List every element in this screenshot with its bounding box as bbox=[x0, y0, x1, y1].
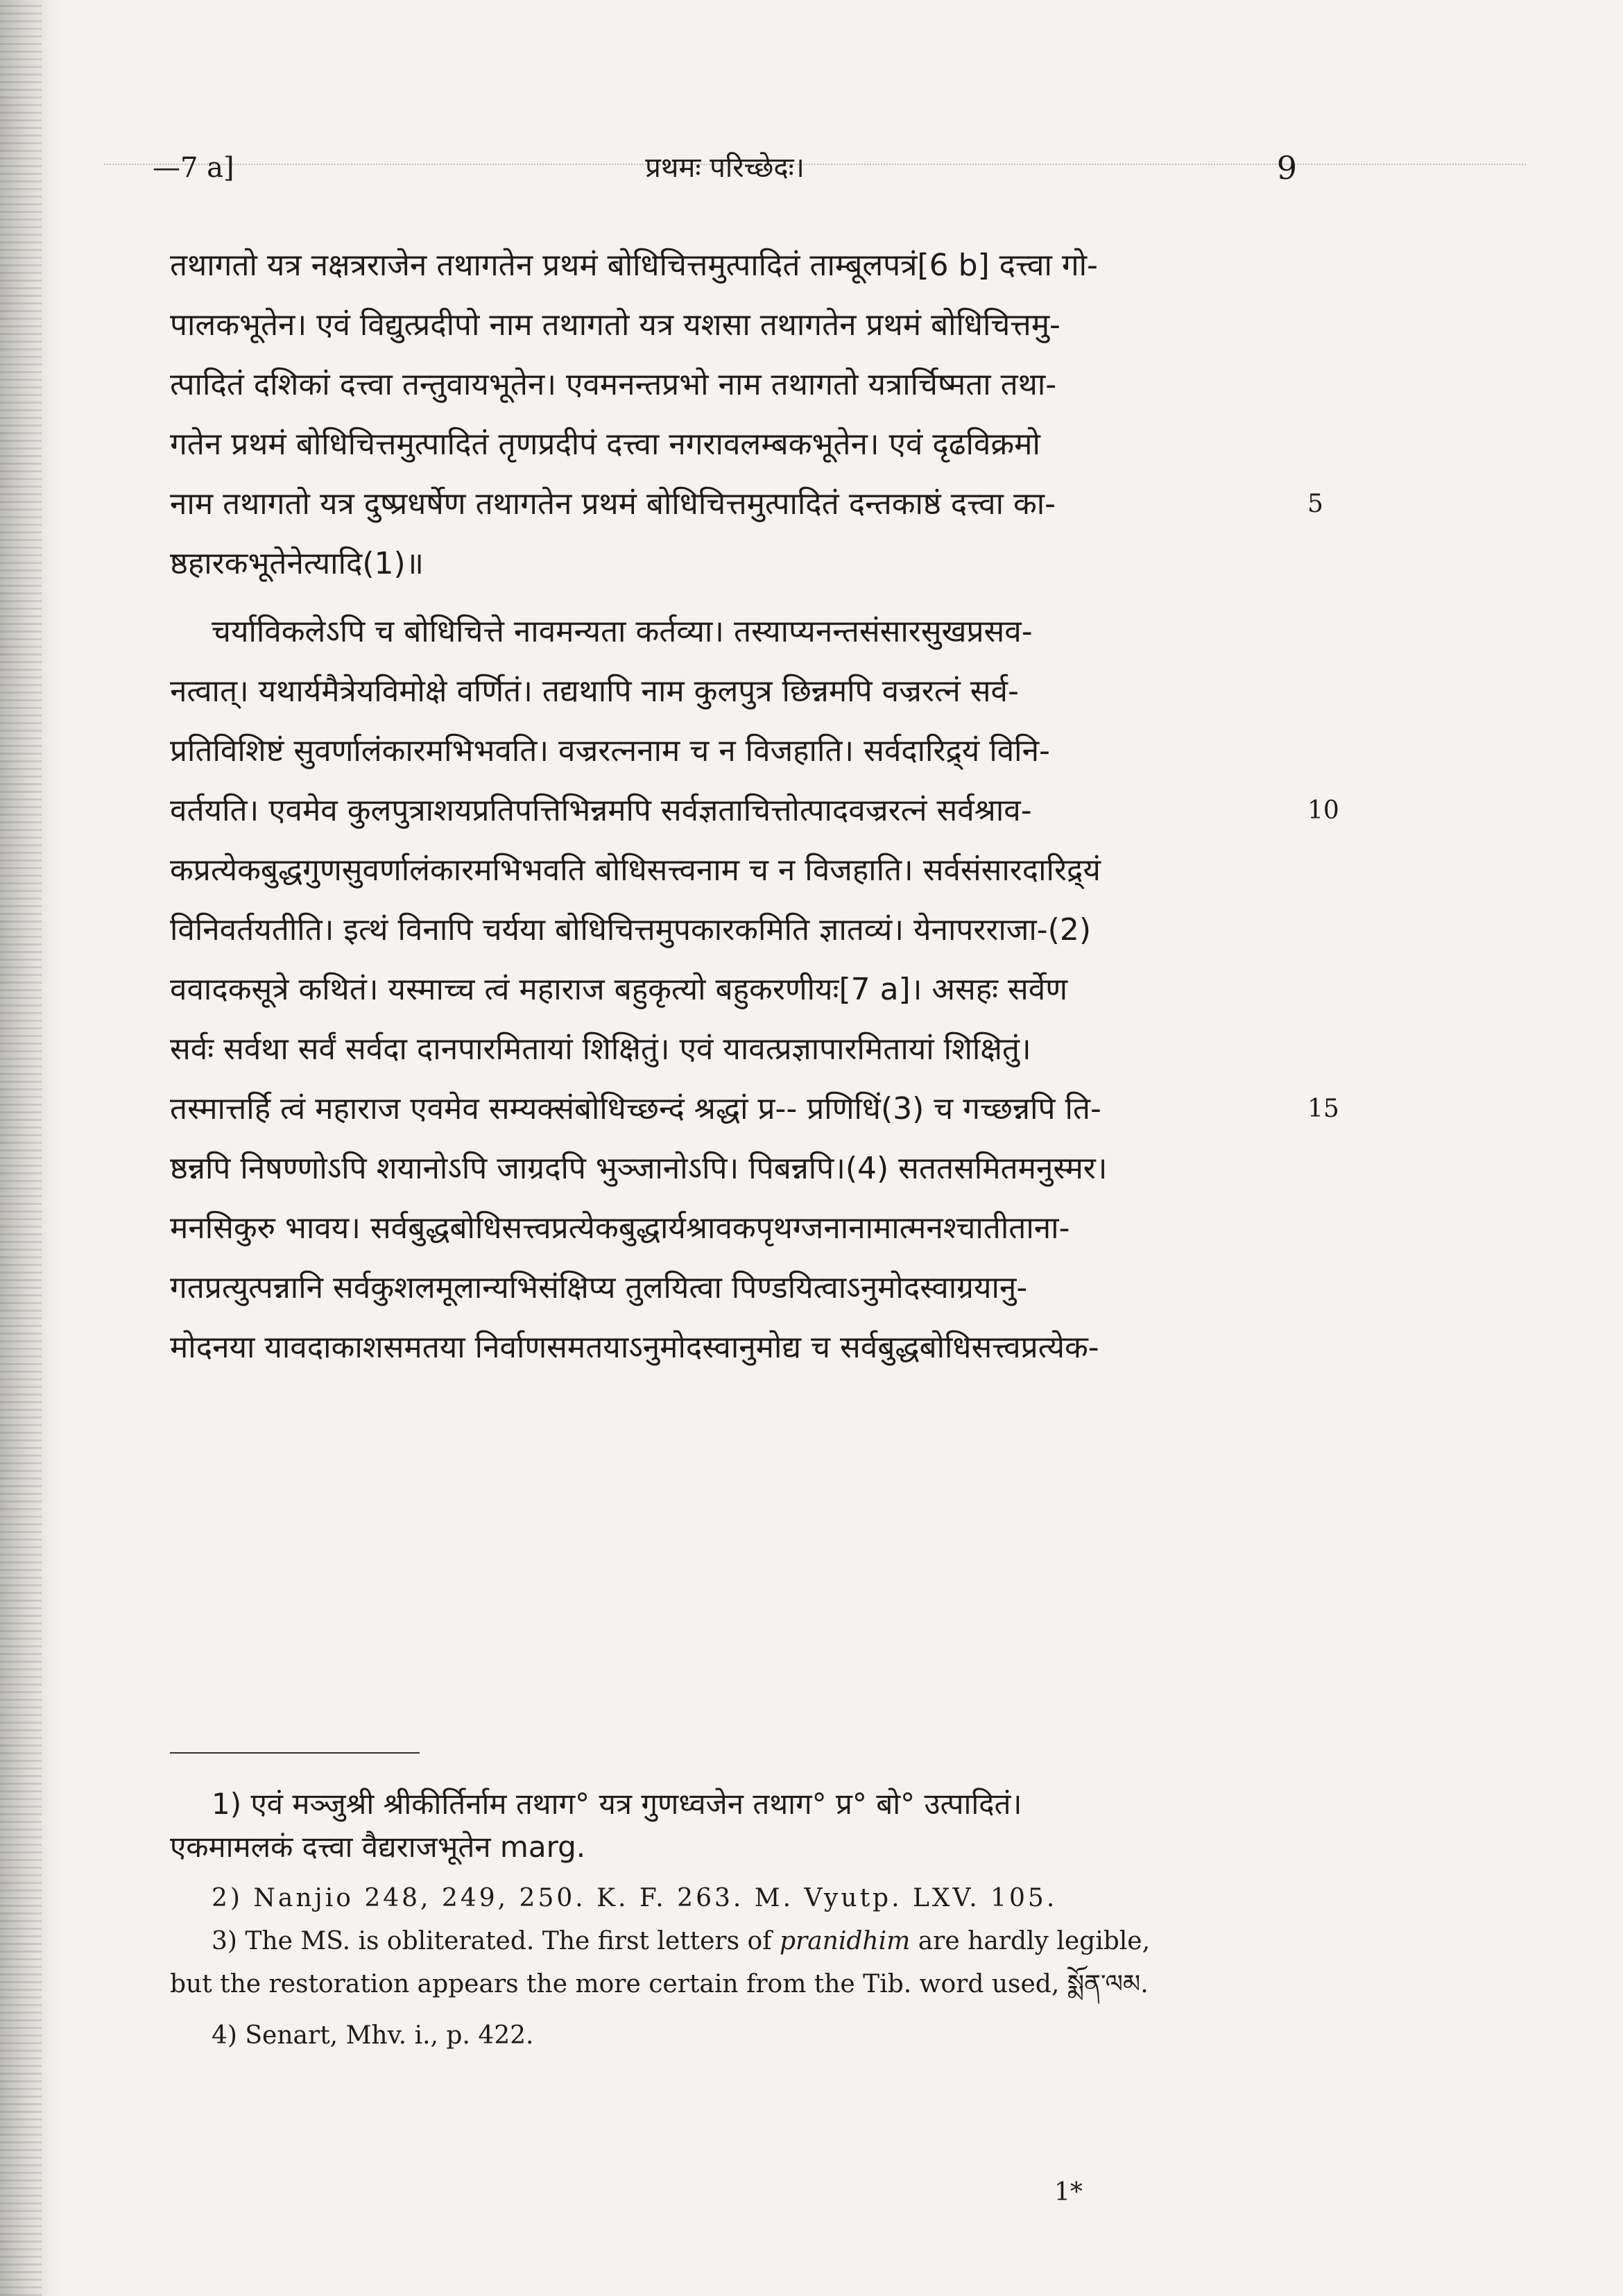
page-number: 9 bbox=[1276, 149, 1297, 187]
text-line: तथागतो यत्र नक्षत्रराजेन तथागतेन प्रथमं बोधिचित्तमुत्पादितं ताम्बूलपत्रं[6 b] दत्त्वा गो- bbox=[170, 248, 1098, 283]
text-line-15 bbox=[170, 1079, 1339, 1139]
footnote-4 bbox=[170, 2014, 1294, 2057]
footnote-rule bbox=[170, 1752, 420, 1754]
text-line: विनिवर्तयतीति। इत्थं विनापि चर्यया बोधिचित्तमुपकारकमिति ज्ञातव्यं। येनापरराजा-(2) bbox=[170, 912, 1091, 948]
text-line: नत्वात्। यथार्यमैत्रेयविमोक्षे वर्णितं। तद्यथापि नाम कुलपुत्र छिन्नमपि वज्ररत्नं सर्व- bbox=[170, 674, 1019, 709]
line-number: 5 bbox=[1307, 490, 1323, 518]
text-line-content: तस्मात्तर्हि त्वं महाराज एवमेव सम्यक्संबोधिच्छन्दं श्रद्धां प्र-- प्रणिधिं(3) च गच्छन्नपि ति- bbox=[170, 1091, 1101, 1126]
text-line: गतेन प्रथमं बोधिचित्तमुत्पादितं तृणप्रदीपं दत्त्वा नगरावलम्बकभूतेन। एवं दृढविक्रमो bbox=[170, 427, 1040, 462]
footnote-1-line-b: एकमामलकं दत्त्वा वैद्यराजभूतेन marg. bbox=[170, 1830, 586, 1864]
text-line-content: वर्तयति। एवमेव कुलपुत्राशयप्रतिपत्तिभिन्नमपि सर्वज्ञताचित्तोत्पादवज्ररत्नं सर्वश्राव- bbox=[170, 793, 1032, 828]
line-number: 15 bbox=[1307, 1095, 1339, 1123]
footnote-3 bbox=[170, 1920, 1294, 2006]
text-line: मोदनया यावदाकाशसमतया निर्वाणसमतयाऽनुमोदस्वानुमोद्य च सर्वबुद्धबोधिसत्त्वप्रत्येक- bbox=[170, 1330, 1099, 1365]
footnote-1 bbox=[170, 1783, 1294, 1869]
footnote-3-text: 3) The MS. is obliterated. The first letters of bbox=[212, 1927, 780, 1955]
text-line-5 bbox=[170, 474, 1323, 534]
text-line: ष्ठन्नपि निषण्णोऽपि शयानोऽपि जाग्रदपि भुञ्जानोऽपि। पिबन्नपि।(4) सततसमितमनुस्मर। bbox=[170, 1151, 1108, 1186]
text-line: पालकभूतेन। एवं विद्युत्प्रदीपो नाम तथागतो यत्र यशसा तथागतेन प्रथमं बोधिचित्तमु- bbox=[170, 307, 1060, 343]
text-line: मनसिकुरु भावय। सर्वबुद्धबोधिसत्त्वप्रत्येकबुद्धार्यश्रावकपृथग्जनानामात्मनश्चातीताना- bbox=[170, 1210, 1070, 1246]
footnote-4-line: 4) Senart, Mhv. i., p. 422. bbox=[212, 2021, 534, 2050]
footnote-3-line-b: but the restoration appears the more certain from the Tib. word used, སྨོན་ལམ. bbox=[170, 1970, 1149, 1998]
footnote-1-line-a: 1) एवं मञ्जुश्री श्रीकीर्तिर्नाम तथाग° यत्र गुणध्वजेन तथाग° प्र° बो° उत्पादितं। bbox=[212, 1787, 1022, 1821]
paragraph-start-line: चर्याविकलेऽपि च बोधिचित्ते नावमन्यता कर्तव्या। तस्याप्यनन्तसंसारसुखप्रसव- bbox=[212, 614, 1033, 649]
text-line: ववादकसूत्रे कथितं। यस्माच्च त्वं महाराज बहुकृत्यो बहुकरणीयः[7 a]। असहः सर्वेण bbox=[170, 972, 1067, 1007]
text-line-10 bbox=[170, 781, 1339, 841]
text-line: सर्वः सर्वथा सर्वं सर्वदा दानपारमितायां शिक्षितुं। एवं यावत्प्रज्ञापारमितायां शिक्षितुं। bbox=[170, 1031, 1031, 1067]
line-number: 10 bbox=[1307, 796, 1339, 825]
footnote-2 bbox=[170, 1877, 1294, 1920]
footnotes bbox=[170, 1783, 1294, 2057]
header-title: प्रथमः परिच्छेदः। bbox=[645, 152, 805, 184]
text-line-content: नाम तथागतो यत्र दुष्प्रधर्षेण तथागतेन प्रथमं बोधिचित्तमुत्पादितं दन्तकाष्ठं दत्त्वा का- bbox=[170, 486, 1056, 522]
footnote-3-italic-word: pranidhim bbox=[779, 1927, 911, 1955]
footnote-2-line: 2) Nanjio 248, 249, 250. K. F. 263. M. Vyutp. LXV. 105. bbox=[212, 1884, 1058, 1912]
footnote-3-line-a bbox=[170, 1920, 1294, 1963]
signature-mark: 1* bbox=[1054, 2178, 1083, 2207]
text-line: ष्ठहारकभूतेनेत्यादि(1)॥ bbox=[170, 546, 424, 581]
text-line: कप्रत्येकबुद्धगुणसुवर्णालंकारमभिभवति बोधिसत्त्वनाम च न विजहाति। सर्वसंसारदारिद्र्यं bbox=[170, 853, 1101, 888]
running-header bbox=[153, 147, 1297, 189]
text-line: गतप्रत्युत्पन्नानि सर्वकुशलमूलान्यभिसंक्षिप्य तुलयित्वा पिण्डयित्वाऽनुमोदस्वाग्रयानु- bbox=[170, 1270, 1028, 1305]
main-text bbox=[170, 236, 1339, 1378]
header-left: —7 a] bbox=[153, 152, 234, 184]
footnote-3-text-end: are hardly legible, bbox=[910, 1927, 1151, 1955]
text-line: त्पादितं दशिकां दत्त्वा तन्तुवायभूतेन। एवमनन्तप्रभो नाम तथागतो यत्रार्चिष्मता तथा- bbox=[170, 367, 1057, 402]
text-line: प्रतिविशिष्टं सुवर्णालंकारमभिभवति। वज्ररत्ननाम च न विजहाति। सर्वदारिद्र्यं विनि- bbox=[170, 733, 1050, 769]
binding-speckle bbox=[0, 0, 42, 2296]
